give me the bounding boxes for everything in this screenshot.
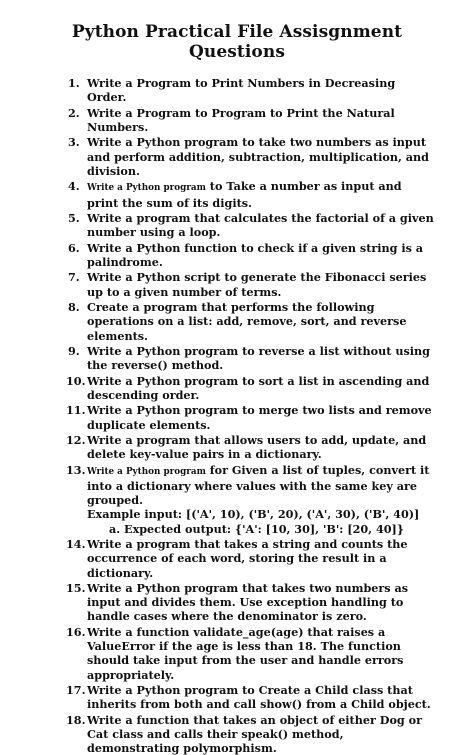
question-number: 9.	[68, 344, 80, 359]
question-item	[68, 344, 434, 372]
question-item	[68, 463, 434, 536]
question-number: 16.	[66, 624, 86, 639]
question-item	[68, 300, 434, 343]
question-item	[68, 683, 434, 711]
question-number: 4.	[68, 179, 80, 194]
question-item	[68, 76, 434, 104]
question-item	[68, 537, 434, 580]
question-item	[68, 403, 434, 431]
question-item	[68, 625, 434, 682]
question-text: Write a program that allows users to add, update, and delete key-value pairs in a dictionary.	[87, 433, 427, 462]
question-item	[68, 270, 434, 298]
question-item	[68, 241, 434, 269]
question-number: 14.	[66, 537, 86, 552]
question-text: Write a function validate_age(age) that raises a ValueError if the age is less than 18. The function should take input from the user and handle errors appropriately.	[87, 624, 404, 682]
question-number: 10.	[66, 373, 86, 388]
question-item	[68, 106, 434, 134]
question-number: 3.	[68, 135, 80, 150]
question-text: Write a program that calculates the factorial of a given number using a loop.	[87, 211, 434, 240]
question-item	[68, 433, 434, 461]
question-text: Write a Python script to generate the Fibonacci series up to a given number of terms.	[87, 270, 427, 299]
question-text: Write a Python program to sort a list in ascending and descending order.	[87, 373, 430, 402]
question-text: Write a Python program that takes two numbers as input and divides them. Use exception handling to handle cases where the denominator is zero.	[87, 581, 409, 624]
question-item	[68, 581, 434, 624]
question-number: 7.	[68, 270, 80, 285]
question-number: 12.	[66, 433, 86, 448]
document-title: Python Practical File Assisgnment Questions	[71, 22, 403, 62]
expected-output: a. Expected output: {'A': [10, 30], 'B': [20, 40]}	[109, 521, 404, 536]
question-text: Write a Python program to Create a Child class that inherits from both and call show() from a Child object.	[87, 683, 431, 712]
question-prefix: Write a Python program	[87, 183, 206, 194]
question-number: 5.	[68, 211, 80, 226]
question-list	[68, 76, 434, 755]
question-text: Write a Python program to take two numbers as input and perform addition, subtraction, multiplication, and division.	[87, 135, 429, 178]
question-number: 2.	[68, 105, 80, 120]
question-item	[68, 713, 434, 755]
question-item	[68, 374, 434, 402]
question-number: 15.	[66, 581, 86, 596]
question-number: 1.	[68, 76, 80, 90]
question-number: 13.	[66, 462, 86, 477]
question-text: Write a Program to Print Numbers in Decreasing Order.	[87, 76, 396, 105]
question-text: to Take a number as input and print the sum of its digits.	[87, 179, 402, 210]
question-text: Write a Python program to merge two lists and remove duplicate elements.	[87, 403, 432, 432]
question-text: Write a Program to Program to Print the Natural Numbers.	[87, 105, 395, 134]
question-number: 18.	[66, 712, 86, 727]
question-text: Write a program that takes a string and counts the occurrence of each word, storing the result in a dictionary.	[87, 537, 408, 580]
question-item	[68, 211, 434, 239]
question-text: for Given a list of tuples, convert it into a dictionary where values with the same key are grouped.	[87, 462, 430, 508]
question-number: 8.	[68, 300, 80, 315]
question-text: Create a program that performs the following operations on a list: add, remove, sort, and reverse elements.	[87, 300, 407, 343]
question-item	[68, 179, 434, 209]
example-input: Example input: [('A', 10), ('B', 20), ('A', 30), ('B', 40)]	[87, 507, 420, 522]
question-number: 11.	[66, 403, 86, 418]
question-text: Write a Python function to check if a given string is a palindrome.	[87, 240, 424, 269]
question-text: Write a function that takes an object of either Dog or Cat class and calls their speak() method, demonstrating polymorphism.	[87, 712, 423, 755]
question-number: 17.	[66, 683, 86, 698]
question-text: Write a Python program to reverse a list without using the reverse() method.	[87, 344, 430, 373]
question-prefix: Write a Python program	[87, 466, 206, 477]
question-item	[68, 135, 434, 178]
question-number: 6.	[68, 240, 80, 255]
